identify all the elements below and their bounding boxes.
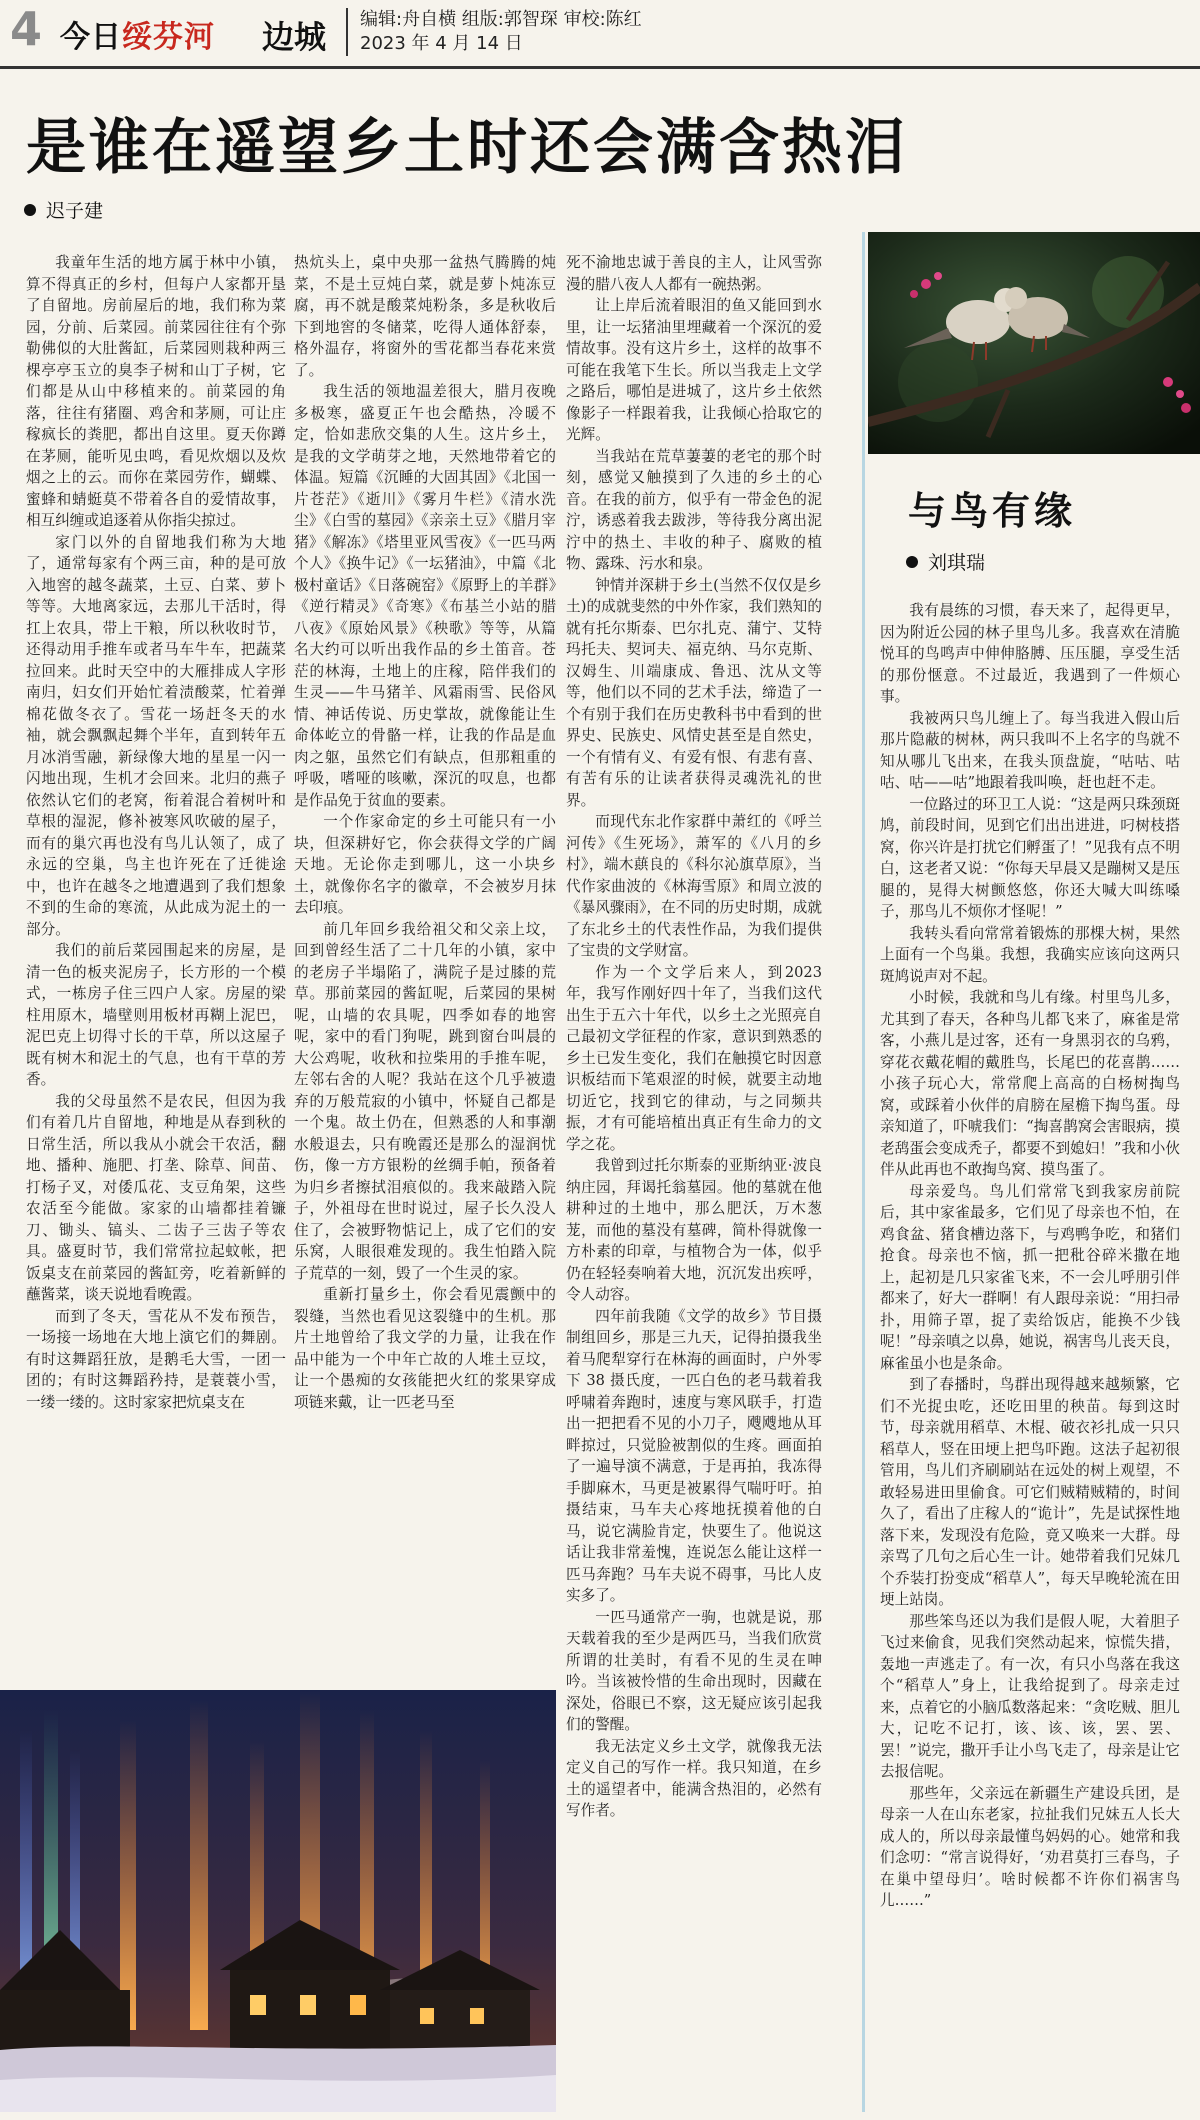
paragraph: 我有晨练的习惯，春天来了，起得更早，因为附近公园的林子里鸟儿多。我喜欢在清脆悦耳的鸟鸣声中伸伸胳膊、压压腿，享受生活的那份惬意。不过最近，我遇到了一件烦心事。 xyxy=(880,602,1180,705)
editor-credits xyxy=(360,8,642,56)
paragraph: 一匹马通常产一驹，也就是说，那天载着我的至少是两匹马，当我们欣赏所谓的壮美时，有看不见的生灵在呻吟。当该被怜惜的生命出现时，因藏在深处，俗眼已不察，这无疑应该引起我们的警醒。 xyxy=(566,1608,822,1733)
side-article-body xyxy=(880,600,1180,2100)
paragraph: 四年前我随《文学的故乡》节目摄制组回乡，那是三九天，记得拍摄我坐着马爬犁穿行在林海的画面时，户外零下 38 摄氏度，一匹白色的老马载着我呼啸着奔跑时，速度与寒风联手，打造出一把把看不见的小刀子，飕飕地从耳畔掠过，只觉脸被割似的生疼。画面拍了一遍导演不满意，于是再拍，我冻得手脚麻木，马更是被累得气喘吁吁。拍摄结束，马车夫心疼地抚摸着他的白马，说它满脸肯定，快要生了。他说这话让我非常羞愧，连说怎么能让这样一匹马奔跑？马车夫说不碍事，马比人皮实多了。 xyxy=(566,1307,822,1604)
masthead-rule xyxy=(0,66,1200,69)
issue-date: 2023 年 4 月 14 日 xyxy=(360,33,523,54)
masthead xyxy=(0,0,1200,66)
night-village-photo xyxy=(0,1690,556,2112)
side-article-title: 与鸟有缘 xyxy=(908,488,1077,533)
paragraph: 母亲爱鸟。鸟儿们常常飞到我家房前院后，其中家雀最多，它们见了母亲也不怕，在鸡食盆、猪食槽边落下，与鸡鸭争吃，和猪们抢食。母亲也不恼，抓一把秕谷碎米撒在地上，起初是几只家雀飞来，不一会儿呼朋引伴都来了，好大一群啊！有人跟母亲说：“用扫帚扑，用筛子罩，捉了卖给饭店，能换不少钱呢！”母亲嗔之以鼻，她说，祸害鸟儿丧天良，麻雀虽小也是条命。 xyxy=(880,1182,1180,1372)
birds-photo xyxy=(868,232,1200,454)
side-byline xyxy=(906,548,985,575)
paragraph: 我们的前后菜园围起来的房屋，是清一色的板夹泥房子，长方形的一个模式，一栋房子住三四户人家。房屋的梁柱用原木，墙壁则用板材再糊上泥巴，泥巴克上切得寸长的干草，所以这屋子既有树木和泥土的气息，也有干草的芳香。 xyxy=(26,942,286,1088)
paragraph: 而现代东北作家群中萧红的《呼兰河传》《生死场》，萧军的《八月的乡村》，端木蕻良的《科尔沁旗草原》，当代作家曲波的《林海雪原》和周立波的《暴风骤雨》，在不同的历史时期，成就了东北乡土的代表性作品，为我们提供了宝贵的文学财富。 xyxy=(566,813,822,959)
newspaper-name-prefix: 今日 xyxy=(60,20,122,55)
credits-line: 编辑:舟自横 组版:郭智琛 审校:陈红 xyxy=(360,9,642,30)
newspaper-name-accent: 绥芬河 xyxy=(122,20,215,55)
paragraph: 家门以外的自留地我们称为大地了，通常每家有个两三亩，种的是可放入地窖的越冬蔬菜，土豆、白菜、萝卜等等。大地离家远，去那儿干活时，得扛上农具，带上干粮，所以秋收时节，还得动用手推车或者马车牛车，把蔬菜拉回来。此时天空中的大雁排成人字形南归，妇女们开始忙着渍酸菜，忙着弹棉花做冬衣了。雪花一场赶冬天的水袖，就会飘飘起舞个半年，直到转年五月冰消雪融，新绿像大地的星星一闪一闪地出现，生机才会回来。北归的燕子依然认它们的老窝，衔着混合着树叶和草根的湿泥，修补被寒风吹破的屋子，而有的巢穴再也没有鸟儿认领了，成了永远的空巢，鸟主也许死在了迁徙途中，也许在越冬之地遭遇到了我们想象不到的生命的寒流，从此成为泥土的一部分。 xyxy=(26,533,286,938)
byline-bullet xyxy=(906,556,918,568)
paragraph: 我的父母虽然不是农民，但因为我们有着几片自留地，种地是从春到秋的日常生活，所以我从小就会干农活，翻地、播种、施肥、打垄、除草、间苗、打杨子叉，对倭瓜花、支豆角架，这些农活至今能做。家家的山墙都挂着镰刀、锄头、镐头、二齿子三齿子等农具。盛夏时节，我们常常拉起蚊帐，把饭桌支在前菜园的酱缸旁，吃着新鲜的蘸酱菜，谈天说地看晚霞。 xyxy=(26,1092,286,1303)
byline-bullet xyxy=(24,204,36,216)
two-doves-image xyxy=(868,232,1200,454)
side-author: 刘琪瑞 xyxy=(928,552,986,574)
paragraph: 当我站在荒草萋萋的老宅的那个时刻，感觉又触摸到了久违的乡土的心音。在我的前方，似乎有一带金色的泥泞，诱惑着我去跋涉，等待我分离出泥泞中的热土、丰收的种子、腐败的植物、露珠、污水和泉。 xyxy=(566,447,822,572)
paragraph: 那些年，父亲远在新疆生产建设兵团，是母亲一人在山东老家，拉扯我们兄妹五人长大成人的，所以母亲最懂鸟妈妈的心。她常和我们念叨：“常言说得好，‘劝君莫打三春鸟，子在巢中望母归’。啥时候都不许你们祸害鸟儿……” xyxy=(880,1784,1180,1909)
main-headline: 是谁在遥望乡土时还会满含热泪 xyxy=(26,113,908,183)
paragraph: 一位路过的环卫工人说：“这是两只珠颈斑鸠，前段时间，见到它们出出进进，叼树枝搭窝，你兴许是打扰它们孵蛋了！”见我有点不明白，这老者又说：“你每天早晨又是蹦树又是压腿的，晃得大树颤悠悠，你还大喊大叫练嗓子，那鸟儿不烦你才怪呢！” xyxy=(880,795,1180,920)
paragraph: 钟情并深耕于乡土(当然不仅仅是乡土)的成就斐然的中外作家，我们熟知的就有托尔斯泰、巴尔扎克、蒲宁、艾特玛托夫、契诃夫、福克纳、马尔克斯、汉姆生、川端康成、鲁迅、沈从文等等，他们以不同的艺术手法，缔造了一个有别于我们在历史教科书中看到的世界史、民族史、风情史甚至是自然史，一个有情有义、有爱有恨、有悲有喜、有苦有乐的让读者获得灵魂洗礼的世界。 xyxy=(566,576,822,809)
section-name: 边城 xyxy=(262,18,327,56)
paragraph: 到了春播时，鸟群出现得越来越频繁，它们不光捉虫吃，还吃田里的秧苗。每到这时节，母亲就用稻草、木棍、破衣衫扎成一只只稻草人，竖在田埂上把鸟吓跑。这法子起初很管用，鸟儿们齐刷刷站在远处的树上观望，不敢轻易进田里偷食。可它们贼精贼精的，时间久了，看出了庄稼人的“诡计”，先是试探性地落下来，发现没有危险，竟又唤来一大群。母亲骂了几句之后心生一计。她带着我们兄妹几个乔装打扮变成“稻草人”，每天早晚轮流在田埂上站岗。 xyxy=(880,1376,1180,1608)
paragraph: 我生活的领地温差很大，腊月夜晚多极寒，盛夏正午也会酷热，冷暖不定，恰如悲欣交集的人生。这片乡土，是我的文学萌芽之地，天然地带着它的体温。短篇《沉睡的大固其固》《北国一片苍茫》《逝川》《雾月牛栏》《清水洗尘》《白雪的墓园》《亲亲土豆》《腊月宰猪》《解冻》《塔里亚风雪夜》《一匹马两个人》《换牛记》《一坛猪油》，中篇《北极村童话》《日落碗窑》《原野上的羊群》《逆行精灵》《奇寒》《布基兰小站的腊八夜》《原始风景》《秧歌》等等，从篇名大约可以听出我作品的乡土笛音。苍茫的林海，土地上的庄稼，陪伴我们的生灵——牛马猪羊、风霜雨雪、民俗风情、神话传说、历史掌故，就像能让生命体屹立的骨骼一样，让我的作品是血肉之躯，虽然它们有缺点，但那粗重的呼吸，嗜哑的咳嗽，深沉的叹息，也都是作品免于贫血的要素。 xyxy=(294,383,556,809)
main-article-column-1 xyxy=(26,252,286,1617)
main-byline xyxy=(24,196,103,223)
paragraph: 而到了冬天，雪花从不发布预告，一场接一场地在大地上演它们的舞剧。有时这舞蹈狂放，是鹅毛大雪，一团一团的；有时这舞蹈矜持，是蓑蓑小雪，一缕一缕的。这时家家把炕桌支在 xyxy=(26,1307,286,1411)
paragraph: 我无法定义乡土文学，就像我无法定义自己的写作一样。我只知道，在乡土的遥望者中，能满含热泪的，必然有写作者。 xyxy=(566,1737,822,1819)
paragraph: 小时候，我就和鸟儿有缘。村里鸟儿多，尤其到了春天，各种鸟儿都飞来了，麻雀是常客，小燕儿是过客，还有一身黑羽衣的乌鸦，穿花衣戴花帽的戴胜鸟，长尾巴的花喜鹊……小孩子玩心大，常常爬上高高的白杨树掏鸟窝，或踩着小伙伴的肩膀在屋檐下掏鸟蛋。母亲知道了，吓唬我们：“掏喜鹊窝会害眼病，摸老鸹蛋会变成秃子，都要不到媳妇！”我和小伙伴从此再也不敢掏鸟窝、摸鸟蛋了。 xyxy=(880,989,1180,1178)
light-pillars-image xyxy=(0,1690,556,2112)
paragraph: 我童年生活的地方属于林中小镇，算不得真正的乡村，但每户人家都开垦了自留地。房前屋后的地，我们称为菜园，分前、后菜园。前菜园往往有个弥勒佛似的大肚酱缸，后菜园则栽种两三棵亭亭玉立的臭李子树和山丁子树，它们都是从山中移植来的。前菜园的角落，往往有猪圈、鸡舍和茅厕，可让庄稼疯长的粪肥，都出自这里。夏天你蹲在茅厕，能听见虫鸣，看见炊烟以及炊烟之上的云。而你在菜园劳作，蝴蝶、蜜蜂和蜻蜓莫不带着各自的爱情故事，相互纠缠或追逐着从你指尖掠过。 xyxy=(26,254,286,529)
paragraph: 死不渝地忠诚于善良的主人，让风雪弥漫的腊八夜人人都有一碗热粥。 xyxy=(566,254,822,293)
main-author: 迟子建 xyxy=(46,200,104,222)
paragraph: 我被两只鸟儿缠上了。每当我进入假山后那片隐蔽的树林，两只我叫不上名字的鸟就不知从哪儿飞出来，在我头顶盘旋，“咕咕、咕咕、咕——咕”地跟着我叫唤，赶也赶不走。 xyxy=(880,709,1180,791)
paragraph: 作为一个文学后来人，到2023年，我写作刚好四十年了，当我们这代出生于五六十年代，以乡土之光照亮自己最初文学征程的作家，意识到熟悉的乡土已发生变化，我们在触摸它时因意识板结而下笔艰涩的时候，就要主动地切近它，找到它的律动，与之同频共振，才有可能培植出真正有生命力的文学之花。 xyxy=(566,963,822,1153)
newspaper-name xyxy=(60,12,215,56)
paragraph: 那些笨鸟还以为我们是假人呢，大着胆子飞过来偷食，见我们突然动起来，惊慌失措，轰地一声逃走了。有一次，有只小鸟落在我这个“稻草人”身上，让我给捉到了。母亲走过来，点着它的小脑瓜数落起来：“贪吃贼、胆儿大，记吃不记打，该、该、该，罢、罢、罢！”说完，撒开手让小鸟飞走了，母亲是让它去报信呢。 xyxy=(880,1612,1180,1780)
paragraph: 前几年回乡我给祖父和父亲上坟，回到曾经生活了二十几年的小镇，家中的老房子半塌陷了，满院子是过膝的荒草。那前菜园的酱缸呢，后菜园的果树呢，山墙的农具呢，四季如春的地窖呢，家中的看门狗呢，跳到窗台叫晨的大公鸡呢，收秋和拉柴用的手推车呢，左邻右舍的人呢？我站在这个几乎被遗弃的万般荒寂的小镇中，怀疑自己都是一个鬼。故土仍在，但熟悉的人和事潮水般退去，只有晚霞还是那么的湿润忧伤，像一方方银粉的丝绸手帕，预备着为归乡者擦拭泪痕似的。我来敲踏入院子，外祖母在世时说过，屋子长久没人住了，会被野物惦记上，成了它们的安乐窝，人眼很难发现的。我生怕踏入院子荒草的一刻，毁了一个生灵的家。 xyxy=(294,920,556,1282)
paragraph: 我转头看向常常着锻炼的那棵大树，果然上面有一个鸟巢。我想，我确实应该向这两只斑鸠说声对不起。 xyxy=(880,924,1180,985)
paragraph: 重新打量乡土，你会看见震颤中的裂缝，当然也看见这裂缝中的生机。那片土地曾给了我文学的力量，让我在作品中能为一个中年亡故的人堆土豆坟，让一个愚痴的女孩能把火红的浆果穿成项链来戴，让一匹老马至 xyxy=(294,1286,556,1411)
column-separator xyxy=(862,232,865,2112)
paragraph: 我曾到过托尔斯泰的亚斯纳亚·波良纳庄园，拜谒托翁墓园。他的墓就在他耕种过的土地中，那么肥沃，万木葱茏，而他的墓没有墓碑，简朴得就像一方朴素的印章，与植物合为一体，似乎仍在轻轻奏响着大地，沉沉发出疾呼，令人动容。 xyxy=(566,1157,822,1303)
main-article-column-3 xyxy=(566,252,822,2120)
paragraph: 让上岸后流着眼泪的鱼又能回到水里，让一坛猪油里埋藏着一个深沉的爱情故事。没有这片乡土，这样的故事不可能在我笔下生长。所以当我走上文学之路后，哪怕是进城了，这片乡土依然像影子一样跟着我，让我倾心拾取它的光辉。 xyxy=(566,297,822,443)
masthead-divider xyxy=(346,8,348,56)
paragraph: 热炕头上，桌中央那一盆热气腾腾的炖菜，不是土豆炖白菜，就是萝卜炖冻豆腐，再不就是酸菜炖粉条，多是秋收后下到地窖的冬储菜，吃得人通体舒泰，格外温存，将窗外的雪花都当春花来赏了。 xyxy=(294,254,556,379)
page-number: 4 xyxy=(10,2,43,56)
paragraph: 一个作家命定的乡土可能只有一小块，但深耕好它，你会获得文学的广阔天地。无论你走到哪儿，这一小块乡土，就像你名字的徽章，不会被岁月抹去印痕。 xyxy=(294,813,556,916)
